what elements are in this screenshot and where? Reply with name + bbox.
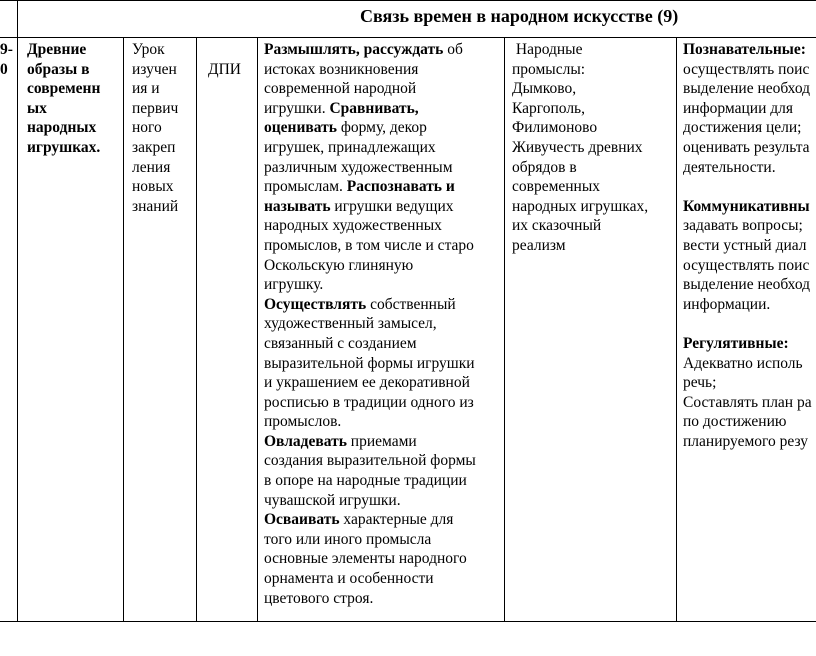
plain-text: осуществлять поис: [683, 256, 810, 274]
content-line: реализм: [512, 236, 566, 254]
plain-text: игрушки.: [264, 99, 330, 117]
plain-text: характерные для: [339, 511, 454, 529]
plain-text: Составлять план ра: [683, 393, 812, 411]
section-title: Связь времен в народном искусстве (9): [360, 6, 679, 26]
category-cell: ДПИ: [208, 61, 241, 78]
plain-text: об: [443, 41, 463, 58]
plain-text: по достижению: [683, 413, 787, 431]
plain-text: промыслам.: [264, 178, 347, 196]
column-border-5: [504, 37, 505, 622]
plain-text: и украшением ее декоративной: [264, 374, 470, 392]
activity-line: [264, 40, 476, 60]
column-border-4: [257, 37, 258, 622]
plain-text: чувашской игрушки.: [264, 491, 401, 509]
plain-text: промыслов.: [264, 413, 342, 431]
plain-text: Адекватно исполь: [683, 354, 803, 372]
content-cell: [512, 40, 648, 256]
activity-line: [264, 197, 476, 217]
plain-text: орнамента и особенности: [264, 570, 434, 588]
plain-text: различным художественным: [264, 158, 453, 176]
lesson-type-line: закреп: [132, 138, 176, 156]
table-border-top: [0, 0, 816, 1]
emphasized-text: Сравнивать,: [329, 99, 419, 117]
uud-line: [683, 79, 816, 99]
uud-line: [683, 432, 816, 452]
lesson-type-line: ия и: [132, 80, 160, 98]
uud-line: [683, 393, 816, 413]
plain-text: задавать вопросы;: [683, 217, 803, 235]
lesson-topic-cell: [27, 40, 100, 158]
activity-line: [264, 236, 476, 256]
uud-line: [683, 412, 816, 432]
column-border-1: [17, 0, 18, 622]
plain-text: планируемого резу: [683, 432, 808, 450]
activity-line: [264, 569, 476, 589]
plain-text: художественный замысел,: [264, 315, 437, 333]
plain-text: выделение необход: [683, 276, 811, 294]
activity-line: [264, 393, 476, 413]
plain-text: достижения цели;: [683, 119, 802, 137]
column-border-6: [676, 37, 677, 622]
emphasized-text: называть: [264, 197, 331, 215]
activity-line: [264, 432, 476, 452]
topic-line: образы в: [27, 60, 90, 78]
plain-text: в опоре на народные традиции: [264, 472, 467, 490]
emphasized-text: Осваивать: [264, 511, 340, 529]
uud-line: [683, 373, 816, 393]
plain-text: игрушек, принадлежащих: [264, 138, 436, 156]
activity-line: [264, 216, 476, 236]
column-border-2: [123, 37, 124, 622]
activity-line: [264, 60, 476, 80]
activity-line: [264, 118, 476, 138]
lesson-type-line: ления: [132, 158, 171, 176]
uud-line: [683, 138, 816, 158]
emphasized-text: оценивать: [264, 119, 337, 137]
activity-line: [264, 589, 476, 609]
activity-line: [264, 177, 476, 197]
activity-line: [264, 138, 476, 158]
uud-line: [683, 177, 816, 197]
plain-text: выразительной формы игрушки: [264, 354, 475, 372]
activity-line: [264, 99, 476, 119]
topic-line: игрушках.: [27, 138, 101, 156]
uud-line: [683, 236, 816, 256]
plain-text: информации для: [683, 99, 793, 117]
plain-text: речь;: [683, 374, 717, 392]
activity-line: [264, 256, 476, 276]
lesson-type-line: знаний: [132, 197, 179, 215]
topic-line: народных: [27, 119, 97, 137]
plain-text: приемами: [346, 432, 417, 450]
plain-text: деятельности.: [683, 158, 776, 176]
uud-line: [683, 216, 816, 236]
plain-text: собственный: [366, 295, 456, 313]
plain-text: оценивать результа: [683, 138, 810, 156]
lesson-type-line: Урок: [132, 41, 165, 58]
topic-line: Древние: [27, 41, 87, 58]
plain-text: того или иного промысла: [264, 530, 432, 548]
uud-line: [683, 158, 816, 178]
activity-line: [264, 334, 476, 354]
uud-line: [683, 314, 816, 334]
uud-cell: [683, 40, 816, 451]
plain-text: основные элементы народного: [264, 550, 467, 568]
content-line: Каргополь,: [512, 99, 586, 117]
content-line: народных игрушках,: [512, 197, 649, 215]
plain-text: росписью в традиции одного из: [264, 393, 474, 411]
activity-line: [264, 530, 476, 550]
lesson-number: [0, 40, 13, 79]
lesson-number-line: 0: [0, 60, 8, 78]
plain-text: игрушку.: [264, 276, 324, 294]
plain-text: информации.: [683, 295, 771, 313]
emphasized-text: Размышлять, рассуждать: [264, 41, 444, 58]
uud-line: [683, 334, 816, 354]
activity-line: [264, 158, 476, 178]
lesson-type-cell: [132, 40, 178, 216]
activity-line: [264, 510, 476, 530]
content-line: Дымково,: [512, 80, 577, 98]
activity-line: [264, 79, 476, 99]
uud-line: [683, 295, 816, 315]
plain-text: цветового строя.: [264, 589, 374, 607]
activity-line: [264, 471, 476, 491]
uud-line: [683, 60, 816, 80]
plain-text: вести устный диал: [683, 236, 807, 254]
lesson-number-line: 9-: [0, 41, 13, 58]
plain-text: форму, декор: [336, 119, 427, 137]
lesson-type-line: первич: [132, 99, 179, 117]
lesson-type-line: ного: [132, 119, 162, 137]
plain-text: истоках возникновения: [264, 60, 419, 78]
emphasized-text: Овладевать: [264, 432, 347, 450]
content-line: Живучесть древних: [512, 138, 643, 156]
plain-text: промыслов, в том числе и старо: [264, 236, 474, 254]
activity-line: [264, 491, 476, 511]
column-border-3: [196, 37, 197, 622]
emphasized-text: Осуществлять: [264, 295, 367, 313]
plain-text: современной народной: [264, 80, 417, 98]
activity-line: [264, 373, 476, 393]
topic-line: современн: [27, 80, 101, 98]
plain-text: народных художественных: [264, 217, 442, 235]
content-line: их сказочный: [512, 217, 602, 235]
uud-line: [683, 275, 816, 295]
activity-line: [264, 549, 476, 569]
uud-line: [683, 99, 816, 119]
emphasized-text: Распознавать и: [346, 178, 455, 196]
uud-line: [683, 40, 816, 60]
lesson-type-line: изучен: [132, 60, 177, 78]
activities-cell: [264, 40, 476, 608]
activity-line: [264, 295, 476, 315]
uud-line: [683, 197, 816, 217]
topic-line: ых: [27, 99, 47, 117]
activity-line: [264, 354, 476, 374]
activity-line: [264, 451, 476, 471]
emphasized-text: Коммуникативны: [683, 197, 810, 215]
plain-text: связанный с созданием: [264, 334, 417, 352]
plain-text: выделение необход: [683, 80, 811, 98]
activity-line: [264, 314, 476, 334]
activity-line: [264, 412, 476, 432]
content-line: промыслы:: [512, 60, 586, 78]
uud-line: [683, 118, 816, 138]
emphasized-text: Познавательные:: [683, 41, 806, 58]
content-line: обрядов в: [512, 158, 577, 176]
plain-text: Оскольскую глиняную: [264, 256, 414, 274]
activity-line: [264, 275, 476, 295]
plain-text: осуществлять поис: [683, 60, 810, 78]
uud-line: [683, 354, 816, 374]
uud-line: [683, 256, 816, 276]
content-line: современных: [512, 178, 601, 196]
emphasized-text: Регулятивные:: [683, 334, 789, 352]
content-line: Народные: [512, 41, 583, 58]
plain-text: игрушки ведущих: [330, 197, 454, 215]
lesson-type-line: новых: [132, 178, 174, 196]
content-line: Филимоново: [512, 119, 598, 137]
plain-text: создания выразительной формы: [264, 452, 476, 470]
